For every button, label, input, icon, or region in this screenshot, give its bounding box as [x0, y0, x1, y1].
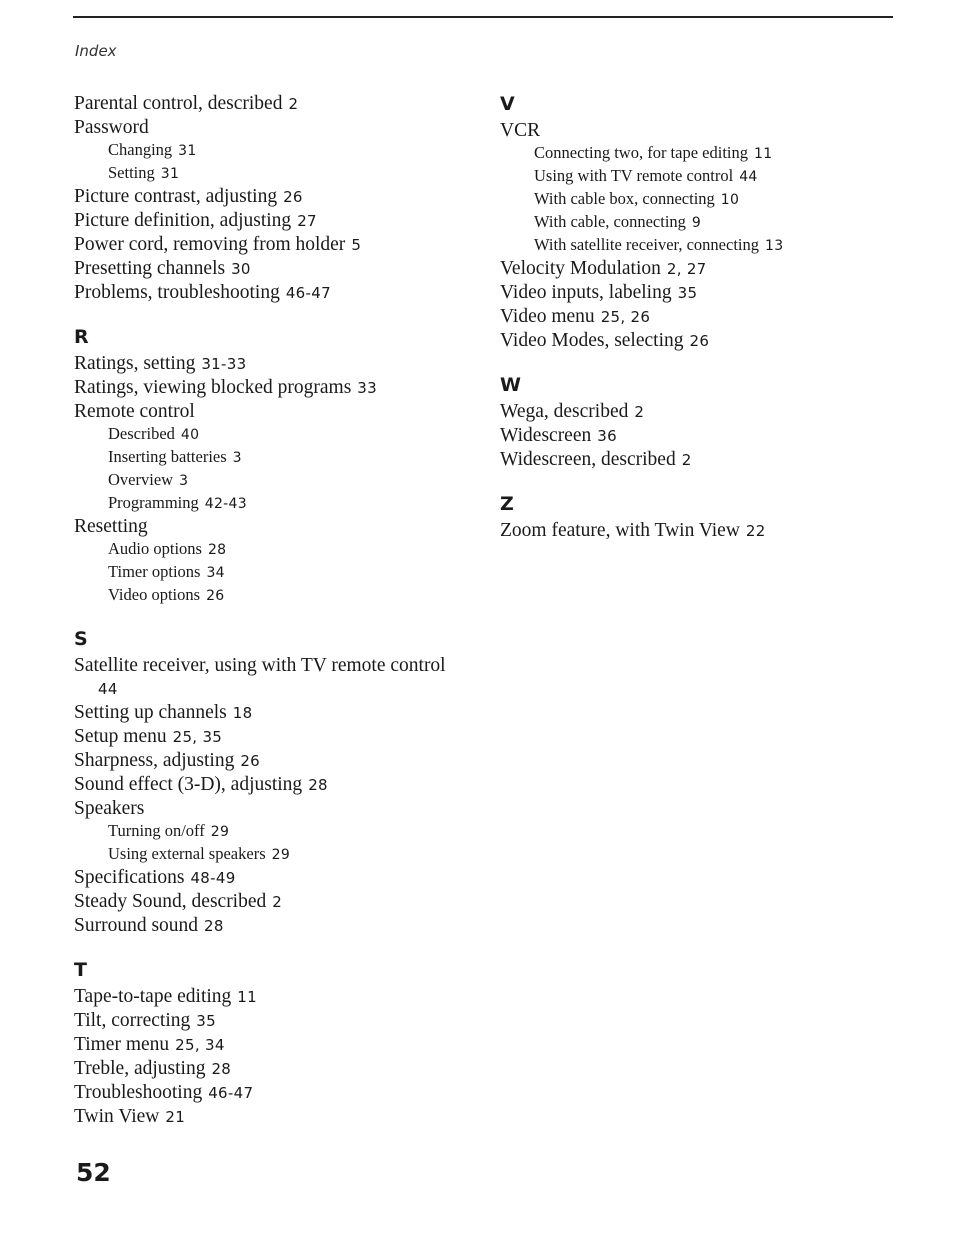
- entry-term: Widescreen, described: [500, 449, 676, 470]
- section-letter: W: [500, 374, 521, 396]
- entry-term: Timer menu: [74, 1034, 170, 1055]
- index-entry: [74, 749, 484, 773]
- index-entry: [500, 257, 920, 281]
- subentry-term: Overview: [108, 470, 174, 489]
- subentry-pages: 31: [178, 143, 197, 159]
- entry-term: Twin View: [74, 1106, 160, 1127]
- entry-term: Parental control, described: [74, 93, 283, 114]
- subentry-pages: 3: [232, 450, 242, 466]
- subentry-pages: 9: [691, 215, 702, 231]
- index-entry: [74, 797, 484, 820]
- subentry-term: Connecting two, for tape editing: [534, 143, 748, 162]
- index-entry: [74, 1009, 484, 1033]
- subentry-pages: 10: [720, 192, 740, 208]
- subentry-term: Changing: [108, 140, 173, 159]
- entry-pages: 18: [232, 704, 253, 722]
- subentry-term: Setting: [108, 163, 155, 182]
- entry-term: Setup menu: [74, 726, 167, 747]
- subentry-term: Programming: [108, 493, 199, 512]
- entry-term: Problems, troubleshooting: [74, 282, 280, 303]
- index-entry: [74, 209, 484, 233]
- subentry-pages: 42-43: [204, 496, 247, 512]
- entry-term: Video inputs, labeling: [500, 282, 672, 303]
- subentry-term: Using external speakers: [108, 844, 266, 863]
- index-entry: [74, 352, 484, 376]
- index-entry: [74, 185, 484, 209]
- entry-pages: 11: [237, 988, 257, 1006]
- entry-pages: 25, 35: [172, 728, 223, 746]
- index-subentry: [500, 234, 920, 257]
- index-entry: [74, 233, 484, 257]
- entry-term: Password: [74, 117, 149, 138]
- entry-continuation: [74, 677, 484, 701]
- entry-term: Surround sound: [74, 915, 199, 936]
- index-entry: [500, 400, 920, 424]
- subentry-term: Video options: [108, 585, 201, 604]
- index-section: [74, 958, 484, 1129]
- entry-term: Velocity Modulation: [500, 258, 661, 279]
- index-subentry: [74, 584, 484, 607]
- index-subentry: [74, 492, 484, 515]
- entry-term: Picture definition, adjusting: [74, 210, 292, 231]
- index-entry: [500, 329, 920, 353]
- subentry-pages: 26: [206, 588, 225, 604]
- index-entry: [74, 281, 484, 305]
- index-entry: [74, 1033, 484, 1057]
- index-entry: [74, 701, 484, 725]
- index-section: [74, 92, 484, 305]
- index-subentry: [74, 843, 484, 866]
- entry-term: Zoom feature, with Twin View: [500, 520, 740, 541]
- entry-pages: 28: [308, 776, 328, 794]
- entry-term: Resetting: [74, 516, 148, 537]
- index-subentry: [74, 538, 484, 561]
- header-rule: [73, 16, 893, 18]
- subentry-term: Timer options: [108, 562, 201, 581]
- entry-pages: 2: [681, 451, 692, 469]
- entry-pages: 26: [283, 188, 303, 206]
- entry-pages: 35: [196, 1012, 216, 1030]
- subentry-pages: 44: [739, 169, 758, 185]
- entry-pages: 25, 34: [175, 1036, 225, 1054]
- entry-term: Specifications: [74, 867, 185, 888]
- subentry-pages: 29: [210, 824, 230, 840]
- section-letter: S: [74, 628, 88, 650]
- subentry-term: With cable, connecting: [534, 212, 686, 231]
- index-subentry: [500, 165, 920, 188]
- entry-term: Sharpness, adjusting: [74, 750, 235, 771]
- index-entry: [74, 773, 484, 797]
- entry-pages: 28: [204, 917, 224, 935]
- index-entry: [74, 1105, 484, 1129]
- entry-pages: 22: [745, 522, 766, 540]
- index-entry: [74, 654, 484, 677]
- index-subentry: [74, 139, 484, 162]
- entry-pages: 2: [272, 893, 283, 911]
- index-entry: [74, 725, 484, 749]
- index-entry: [74, 866, 484, 890]
- subentry-term: Turning on/off: [108, 821, 205, 840]
- entry-term: Speakers: [74, 798, 145, 819]
- section-letter: T: [74, 959, 87, 981]
- index-section: [500, 492, 920, 543]
- index-subentry: [74, 162, 484, 185]
- entry-term: Widescreen: [500, 425, 592, 446]
- entry-term: VCR: [500, 120, 541, 141]
- index-entry: [74, 1081, 484, 1105]
- entry-pages: 2: [634, 403, 645, 421]
- entry-term: Picture contrast, adjusting: [74, 186, 278, 207]
- subentry-pages: 13: [765, 238, 784, 254]
- entry-term: Treble, adjusting: [74, 1058, 206, 1079]
- running-head: Index: [75, 42, 117, 60]
- entry-term: Video menu: [500, 306, 595, 327]
- entry-pages: 2, 27: [666, 260, 707, 278]
- entry-pages: 44: [98, 680, 118, 698]
- subentry-term: Audio options: [108, 539, 202, 558]
- entry-pages: 26: [689, 332, 710, 350]
- subentry-pages: 3: [179, 473, 189, 489]
- subentry-pages: 40: [180, 427, 200, 443]
- index-subentry: [500, 142, 920, 165]
- entry-pages: 36: [597, 427, 617, 445]
- subentry-pages: 11: [754, 146, 773, 162]
- index-entry: [74, 1057, 484, 1081]
- entry-pages: 48-49: [190, 869, 236, 887]
- index-entry: [74, 376, 484, 400]
- entry-term: Ratings, setting: [74, 353, 196, 374]
- index-section: [500, 92, 920, 353]
- subentry-term: With cable box, connecting: [534, 189, 715, 208]
- entry-pages: 30: [231, 260, 251, 278]
- entry-pages: 26: [240, 752, 261, 770]
- section-letter: Z: [500, 493, 514, 515]
- index-subentry: [74, 446, 484, 469]
- entry-pages: 5: [351, 236, 362, 254]
- entry-term: Satellite receiver, using with TV remote control: [74, 655, 446, 676]
- entry-term: Troubleshooting: [74, 1082, 203, 1103]
- entry-pages: 46-47: [208, 1084, 254, 1102]
- entry-pages: 21: [165, 1108, 186, 1126]
- entry-term: Setting up channels: [74, 702, 227, 723]
- subentry-pages: 34: [206, 565, 225, 581]
- page-number: 52: [76, 1158, 111, 1187]
- index-entry: [74, 116, 484, 139]
- index-entry: [74, 400, 484, 423]
- section-letter: V: [500, 93, 515, 115]
- index-subentry: [74, 561, 484, 584]
- index-entry: [74, 985, 484, 1009]
- index-subentry: [74, 820, 484, 843]
- entry-term: Power cord, removing from holder: [74, 234, 346, 255]
- index-entry: [500, 519, 920, 543]
- entry-pages: 46-47: [285, 284, 331, 302]
- entry-pages: 33: [357, 379, 377, 397]
- entry-term: Tilt, correcting: [74, 1010, 191, 1031]
- index-entry: [74, 257, 484, 281]
- entry-term: Steady Sound, described: [74, 891, 267, 912]
- right-column: [500, 92, 920, 543]
- index-section: [500, 373, 920, 472]
- entry-term: Presetting channels: [74, 258, 226, 279]
- entry-term: Remote control: [74, 401, 195, 422]
- subentry-term: Described: [108, 424, 175, 443]
- index-section: [74, 325, 484, 607]
- index-subentry: [74, 469, 484, 492]
- subentry-pages: 29: [271, 847, 291, 863]
- entry-term: Video Modes, selecting: [500, 330, 684, 351]
- entry-term: Wega, described: [500, 401, 629, 422]
- entry-pages: 25, 26: [600, 308, 651, 326]
- index-entry: [74, 92, 484, 116]
- index-subentry: [500, 188, 920, 211]
- index-subentry: [500, 211, 920, 234]
- index-entry: [74, 515, 484, 538]
- entry-pages: 35: [677, 284, 698, 302]
- index-entry: [500, 305, 920, 329]
- index-subentry: [74, 423, 484, 446]
- index-entry: [500, 281, 920, 305]
- section-letter: R: [74, 326, 89, 348]
- entry-pages: 31-33: [201, 355, 247, 373]
- index-entry: [74, 890, 484, 914]
- index-section: [74, 627, 484, 938]
- entry-pages: 28: [211, 1060, 232, 1078]
- index-entry: [500, 119, 920, 142]
- index-entry: [74, 914, 484, 938]
- entry-pages: 2: [288, 95, 299, 113]
- index-entry: [500, 424, 920, 448]
- subentry-pages: 31: [160, 166, 180, 182]
- left-column: [74, 92, 484, 1129]
- index-entry: [500, 448, 920, 472]
- subentry-term: With satellite receiver, connecting: [534, 235, 759, 254]
- subentry-term: Using with TV remote control: [534, 166, 734, 185]
- entry-term: Tape-to-tape editing: [74, 986, 232, 1007]
- entry-term: Ratings, viewing blocked programs: [74, 377, 352, 398]
- subentry-term: Inserting batteries: [108, 447, 227, 466]
- entry-term: Sound effect (3-D), adjusting: [74, 774, 303, 795]
- entry-pages: 27: [297, 212, 317, 230]
- subentry-pages: 28: [207, 542, 227, 558]
